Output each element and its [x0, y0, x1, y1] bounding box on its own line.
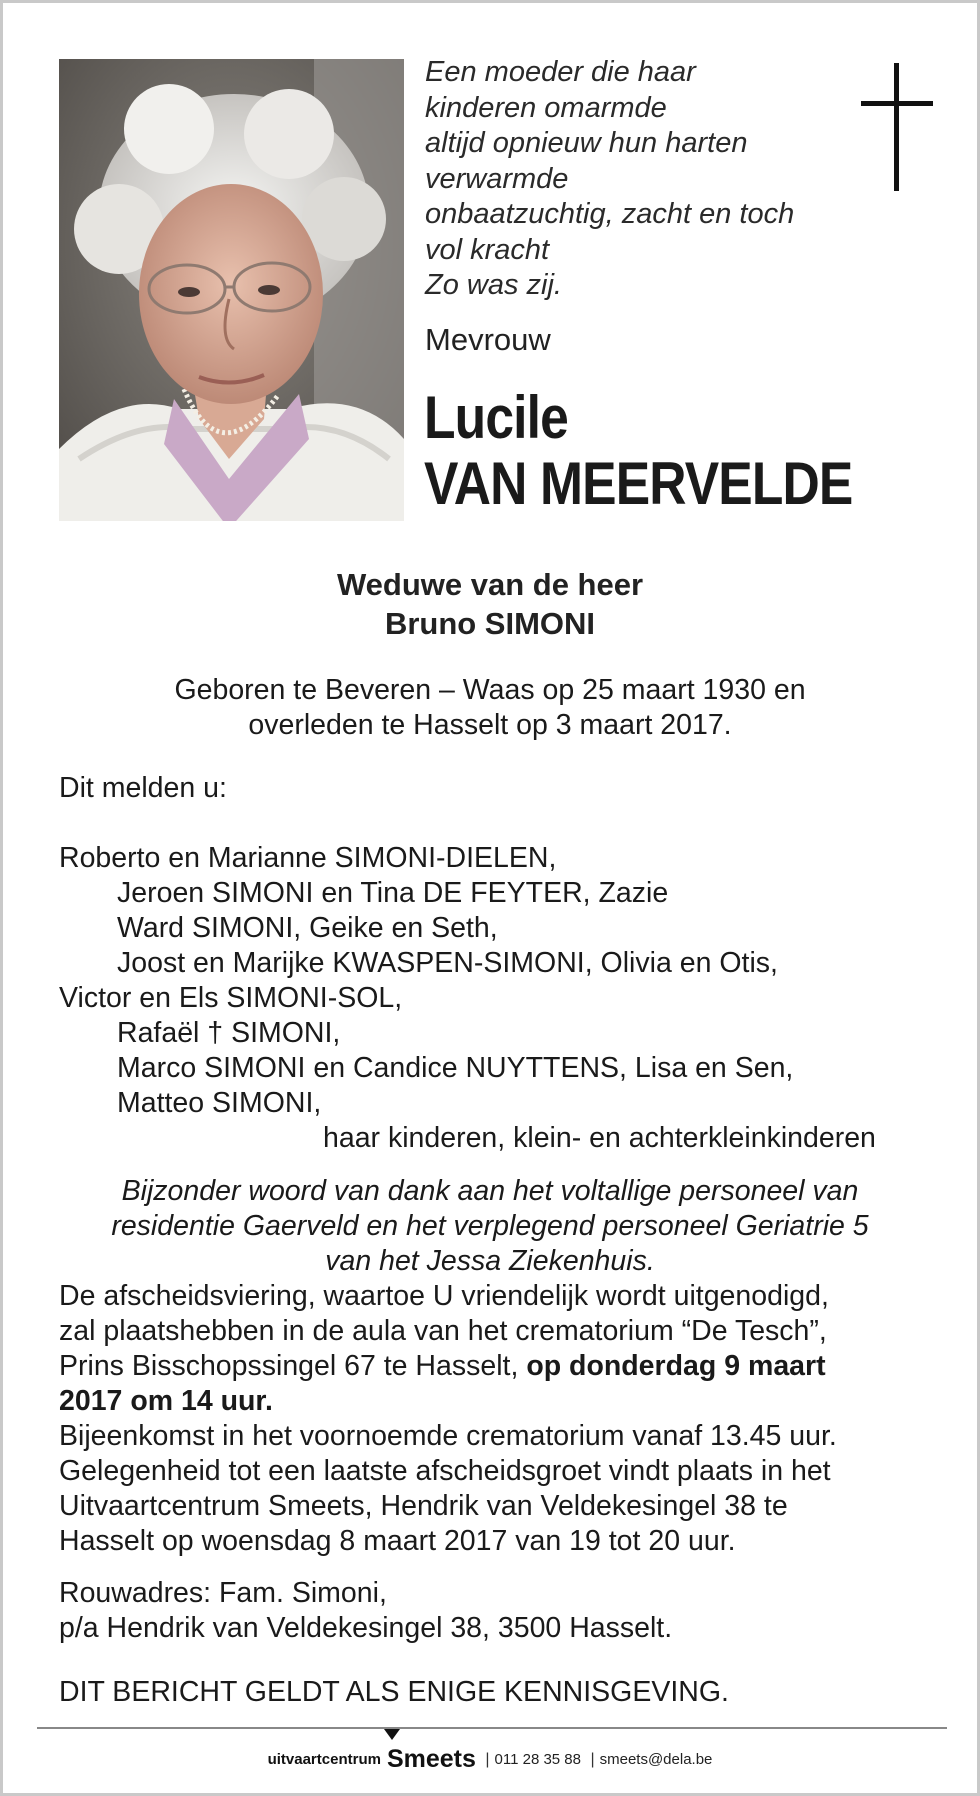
family-line: Roberto en Marianne SIMONI-DIELEN, [59, 842, 557, 874]
thanks-line: van het Jessa Ziekenhuis. [325, 1245, 655, 1277]
ceremony-line: Bijeenkomst in het voornoemde crematorium vanaf 13.45 uur. [59, 1420, 837, 1452]
footer-separator: | [485, 1750, 490, 1768]
family-closing: haar kinderen, klein- en achterkleinkinderen [323, 1122, 876, 1154]
family-line: Victor en Els SIMONI-SOL, [59, 982, 403, 1014]
ceremony-info [59, 1279, 837, 1559]
poem-line: Zo was zij. [425, 269, 562, 301]
memorial-poem [425, 55, 794, 304]
poem-line: kinderen omarmde [425, 91, 667, 124]
poem-line: verwarmde [425, 162, 569, 195]
ceremony-line: De afscheidsviering, waartoe U vriendelijk wordt uitgenodigd, [59, 1280, 829, 1312]
honorific: Mevrouw [425, 322, 551, 357]
footer-separator: | [590, 1750, 595, 1768]
funeral-home-name: Smeets [386, 1745, 476, 1773]
poem-line: Een moeder die haar [425, 56, 696, 88]
phone-number: 011 28 35 88 [494, 1751, 581, 1768]
family-line: Rafaël † SIMONI, [117, 1017, 341, 1049]
poem-line: onbaatzuchtig, zacht en toch [425, 198, 795, 230]
family-line: Ward SIMONI, Geike en Seth, [117, 912, 498, 944]
ceremony-date: op donderdag 9 maart [526, 1350, 826, 1382]
thanks-line: residentie Gaerveld en het verplegend personeel Geriatrie 5 [111, 1210, 869, 1242]
ceremony-line: Uitvaartcentrum Smeets, Hendrik van Veldekesingel 38 te [59, 1490, 788, 1522]
funeral-home-footer [3, 1745, 977, 1774]
family-line: Marco SIMONI en Candice NUYTTENS, Lisa en Sen, [117, 1052, 794, 1084]
thanks-note [3, 1174, 977, 1279]
deceased-last-name: VAN MEERVELDE [424, 450, 853, 517]
deceased-first-name: Lucile [424, 384, 568, 451]
portrait-photo [59, 59, 404, 521]
family-line: Joost en Marijke KWASPEN-SIMONI, Olivia en Otis, [117, 947, 778, 979]
spouse-name: Bruno SIMONI [384, 606, 596, 641]
address-line: Rouwadres: Fam. Simoni, [59, 1577, 387, 1609]
ceremony-line: zal plaatshebben in de aula van het crematorium “De Tesch”, [59, 1315, 827, 1347]
mourning-address [59, 1576, 672, 1646]
thanks-line: Bijzonder woord van dank aan het voltallige personeel van [121, 1175, 859, 1207]
footer-divider [37, 1727, 947, 1729]
email-address: smeets@dela.be [599, 1751, 713, 1768]
widow-line: Weduwe van de heer [336, 567, 644, 602]
death-line: overleden te Hasselt op 3 maart 2017. [248, 709, 732, 741]
widow-of [3, 565, 977, 643]
notice-text: DIT BERICHT GELDT ALS ENIGE KENNISGEVING. [59, 1676, 729, 1708]
birth-line: Geboren te Beveren – Waas op 25 maart 1930 en [174, 674, 806, 706]
footer-prefix: uitvaartcentrum [267, 1751, 381, 1768]
obituary-page [3, 3, 977, 1793]
ceremony-line [59, 1384, 837, 1419]
ceremony-line [59, 1349, 837, 1384]
family-list [59, 841, 793, 1121]
ceremony-line: Gelegenheid tot een laatste afscheidsgroet vindt plaats in het [59, 1455, 831, 1487]
ceremony-time: 2017 om 14 uur. [59, 1385, 273, 1417]
cross-icon [861, 63, 933, 191]
marker-triangle-icon [384, 1729, 400, 1740]
ceremony-line: Hasselt op woensdag 8 maart 2017 van 19 tot 20 uur. [59, 1525, 736, 1557]
family-line: Matteo SIMONI, [117, 1087, 322, 1119]
poem-line: altijd opnieuw hun harten [425, 127, 748, 159]
ceremony-address: Prins Bisschopssingel 67 te Hasselt, [59, 1350, 527, 1382]
birth-death-info [3, 673, 977, 743]
poem-line: vol kracht [425, 233, 550, 266]
address-line: p/a Hendrik van Veldekesingel 38, 3500 Hasselt. [59, 1612, 673, 1644]
announce-intro: Dit melden u: [59, 772, 227, 804]
family-line: Jeroen SIMONI en Tina DE FEYTER, Zazie [117, 877, 669, 909]
